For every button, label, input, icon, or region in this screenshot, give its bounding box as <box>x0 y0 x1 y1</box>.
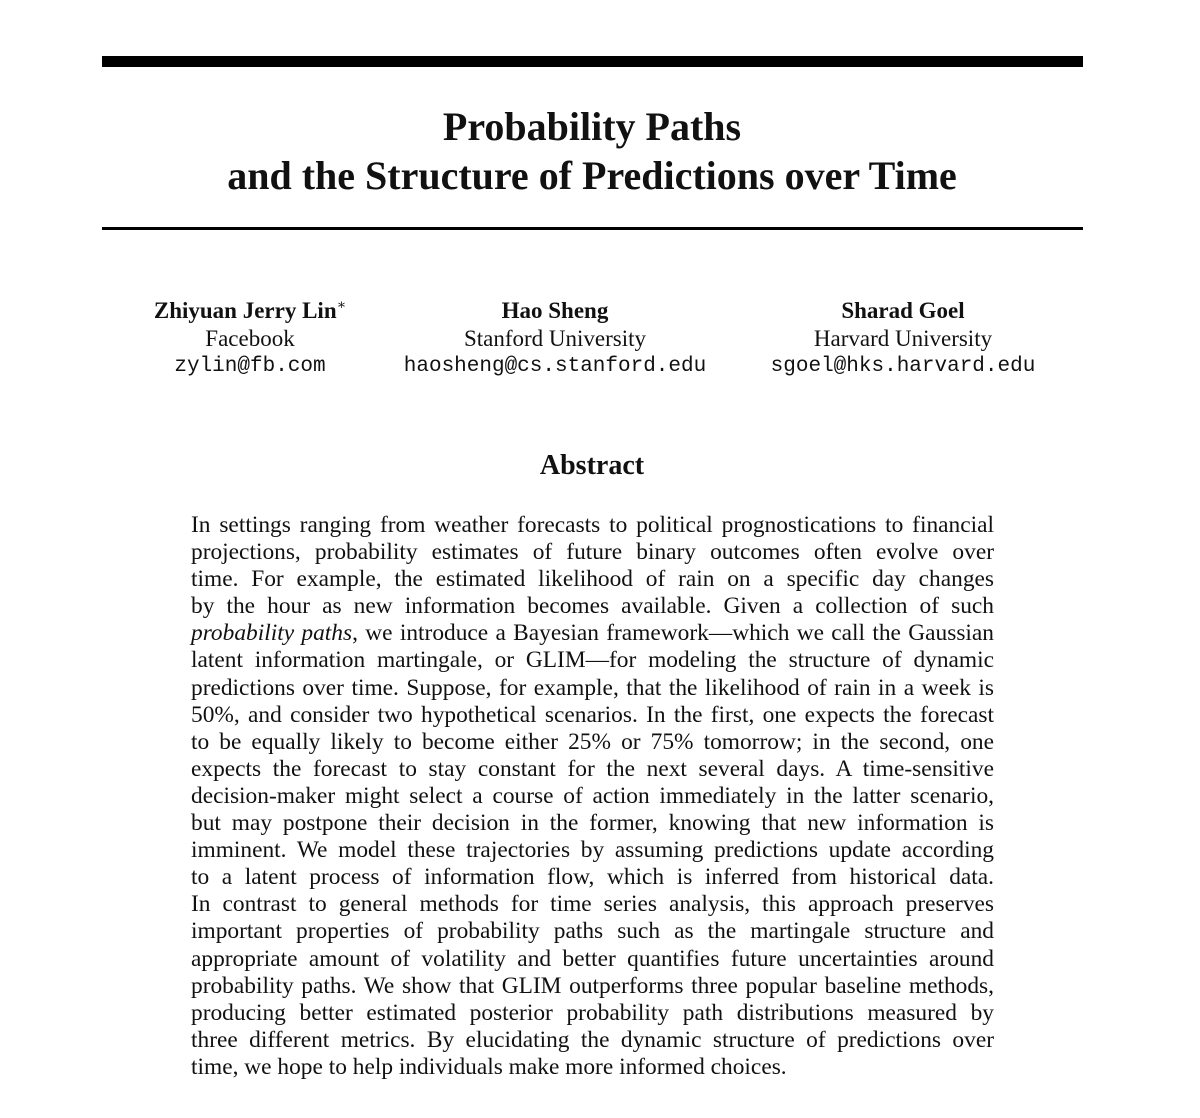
author-name: Sharad Goel <box>841 298 965 323</box>
abstract-line-rest: , we introduce a Bayesian framework—which we call the Gaussian <box>352 620 994 647</box>
abstract-body <box>191 512 994 1081</box>
author-affiliation: Harvard University <box>813 326 993 351</box>
top-rule <box>102 56 1083 67</box>
abstract-line: In contrast to general methods for time series analysis, this approach preserves <box>191 891 994 918</box>
author-block <box>130 297 370 381</box>
author-block <box>748 297 1058 381</box>
abstract-line: by the hour as new information becomes available. Given a collection of such <box>191 593 994 620</box>
abstract-line <box>191 620 994 647</box>
abstract-line: producing better estimated posterior probability path distributions measured by <box>191 999 994 1026</box>
abstract-line: probability paths. We show that GLIM outperforms three popular baseline methods, <box>191 972 994 999</box>
title-line-1: Probability Paths <box>442 104 742 149</box>
abstract-line: predictions over time. Suppose, for example, that the likelihood of rain in a week is <box>191 674 994 701</box>
author-affiliation: Stanford University <box>463 326 647 351</box>
abstract-line: latent information martingale, or GLIM—for modeling the structure of dynamic <box>191 647 994 674</box>
abstract-line: three different metrics. By elucidating the dynamic structure of predictions over <box>191 1026 994 1053</box>
abstract-line: time, we hope to help individuals make more informed choices. <box>191 1053 787 1080</box>
abstract-heading: Abstract <box>539 450 645 481</box>
author-affiliation: Facebook <box>205 326 295 351</box>
abstract-line: projections, probability estimates of future binary outcomes often evolve over <box>191 539 994 566</box>
abstract-line: imminent. We model these trajectories by assuming predictions update according <box>191 837 994 864</box>
abstract-line: decision-maker might select a course of action immediately in the latter scenario, <box>191 782 994 809</box>
author-block <box>385 297 725 381</box>
author-email: haosheng@cs.stanford.edu <box>403 355 707 378</box>
abstract-line: 50%, and consider two hypothetical scenarios. In the first, one expects the forecast <box>191 701 994 728</box>
abstract-line: to be equally likely to become either 25% or 75% tomorrow; in the second, one <box>191 728 994 755</box>
author-name: Zhiyuan Jerry Lin∗ <box>153 298 347 323</box>
author-email: zylin@fb.com <box>174 355 326 378</box>
abstract-italic-term: probability paths <box>191 620 353 647</box>
abstract-line: appropriate amount of volatility and better quantifies future uncertainties around <box>191 945 994 972</box>
abstract-line: but may postpone their decision in the former, knowing that new information is <box>191 810 994 837</box>
title-line-2: and the Structure of Predictions over Time <box>227 153 957 198</box>
author-email: sgoel@hks.harvard.edu <box>770 355 1036 378</box>
title-rule <box>102 227 1083 230</box>
abstract-line: time. For example, the estimated likelihood of rain on a specific day changes <box>191 566 994 593</box>
abstract-line: important properties of probability paths such as the martingale structure and <box>191 918 994 945</box>
author-name: Hao Sheng <box>501 298 609 323</box>
abstract-line: In settings ranging from weather forecasts to political prognostications to financial <box>191 512 994 538</box>
paper-title <box>0 102 1184 200</box>
footnote-mark: ∗ <box>336 298 347 313</box>
abstract-line: expects the forecast to stay constant for the next several days. A time-sensitive <box>191 755 994 782</box>
abstract-line: to a latent process of information flow, which is inferred from historical data. <box>191 864 994 891</box>
